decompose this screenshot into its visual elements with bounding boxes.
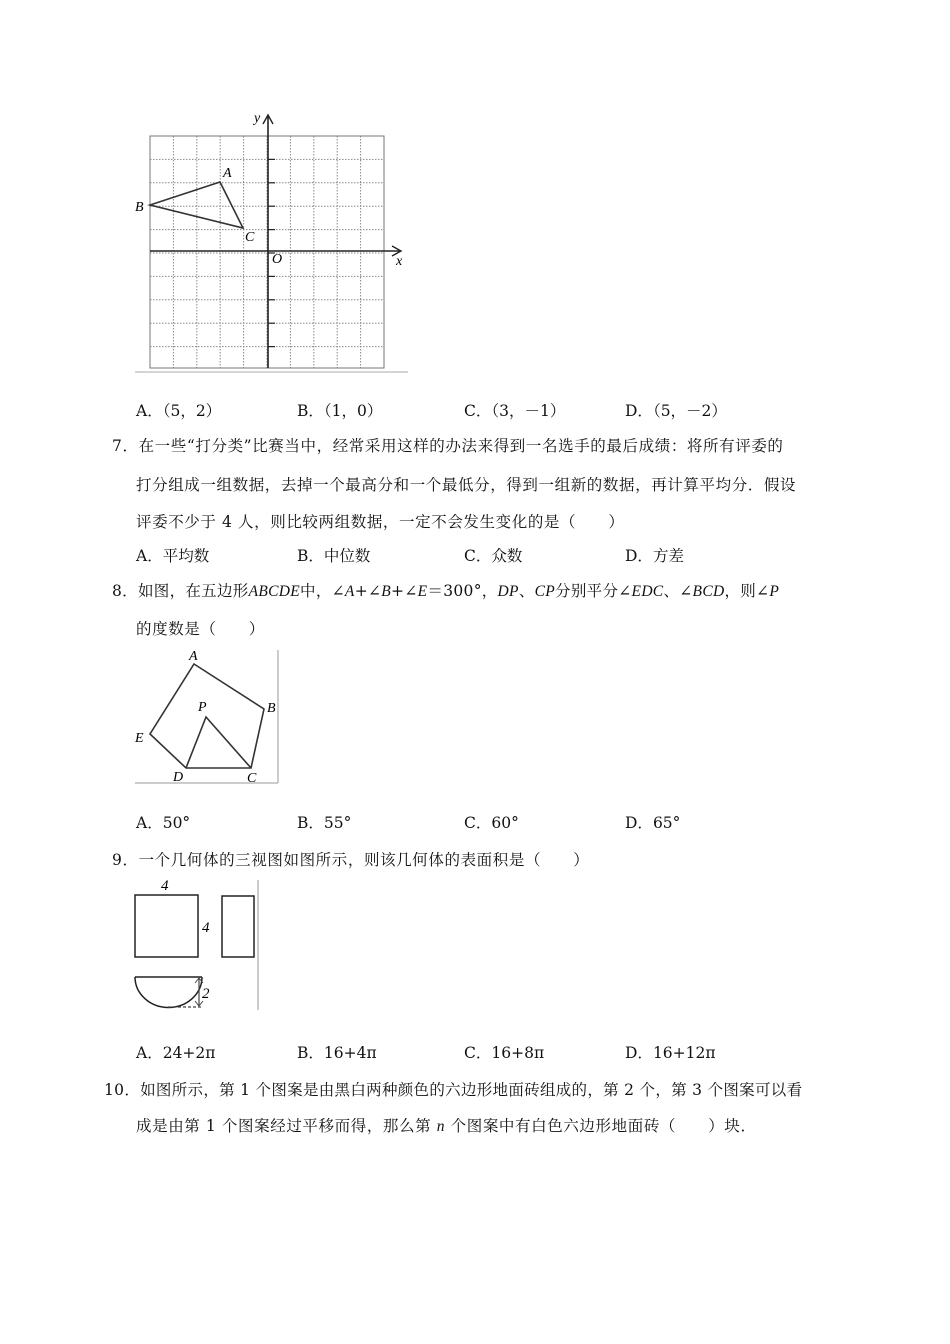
q7-option-b[interactable]: B．中位数 xyxy=(297,547,371,565)
q7-number: 7． xyxy=(112,437,139,455)
top-view xyxy=(135,977,202,1007)
x-axis-label: x xyxy=(396,254,403,269)
y-axis-label: y xyxy=(254,111,261,126)
svg-text:C: C xyxy=(247,771,257,786)
q6-option-d[interactable]: D．（5，－2） xyxy=(625,402,727,420)
q7-line-3: 评委不少于 4 人，则比较两组数据，一定不会发生变化的是（ ） xyxy=(136,513,625,531)
q8-option-b[interactable]: B．55° xyxy=(297,814,352,832)
svg-text:2: 2 xyxy=(202,986,210,1002)
svg-text:E: E xyxy=(135,731,144,746)
q7-option-d[interactable]: D．方差 xyxy=(625,547,684,565)
q7-line-2: 打分组成一组数据，去掉一个最高分和一个最低分，得到一组新的数据，再计算平均分．假设 xyxy=(136,476,797,494)
q6-option-b[interactable]: B．（1，0） xyxy=(297,402,383,420)
point-b-label: B xyxy=(135,200,144,215)
svg-text:D: D xyxy=(173,770,184,785)
svg-text:B: B xyxy=(267,701,276,716)
q9-option-c[interactable]: C．16+8π xyxy=(464,1044,545,1062)
q8-option-d[interactable]: D．65° xyxy=(625,814,681,832)
point-c-label: C xyxy=(245,230,255,245)
q6-option-a[interactable]: A．（5，2） xyxy=(136,402,222,420)
q10-line-1: 10．如图所示，第 1 个图案是由黑白两种颜色的六边形地面砖组成的，第 2 个，第 3 个图案可以看 xyxy=(104,1081,803,1099)
svg-text:4: 4 xyxy=(161,878,169,894)
q9-line-1: 9．一个几何体的三视图如图所示，则该几何体的表面积是（ ） xyxy=(112,851,590,869)
grid-lines xyxy=(150,136,384,368)
q9-option-d[interactable]: D．16+12π xyxy=(625,1044,716,1062)
q8-option-c[interactable]: C．60° xyxy=(464,814,519,832)
q9-option-a[interactable]: A．24+2π xyxy=(136,1044,216,1062)
q7-option-a[interactable]: A．平均数 xyxy=(136,547,210,565)
q9-option-b[interactable]: B．16+4π xyxy=(297,1044,377,1062)
q7-line-1: 7．在一些“打分类”比赛当中，经常采用这样的办法来得到一名选手的最后成绩：将所有评委的 xyxy=(112,437,784,455)
svg-text:A: A xyxy=(189,649,198,664)
origin-label: O xyxy=(272,252,283,267)
q10-line-2: 成是由第 1 个图案经过平移而得，那么第 n 个图案中有白色六边形地面砖（ ）块． xyxy=(136,1117,757,1135)
svg-text:4: 4 xyxy=(202,920,210,936)
q9-number: 9． xyxy=(112,851,139,869)
q8-line-2: 的度数是（ ） xyxy=(136,620,265,638)
pentagon-abcde xyxy=(150,664,264,768)
q6-option-c[interactable]: C．（3，－1） xyxy=(464,402,566,420)
point-a-label: A xyxy=(223,166,232,181)
side-view xyxy=(222,896,254,957)
q10-number: 10． xyxy=(104,1081,141,1099)
q8-line-1: 8．如图，在五边形ABCDE中，∠A+∠B+∠E＝300°，DP、CP分别平分∠EDC、∠BCD，则∠P xyxy=(112,582,780,600)
q9-three-view-figure xyxy=(125,870,275,1015)
svg-text:P: P xyxy=(198,700,207,715)
q8-pentagon-figure xyxy=(125,640,290,790)
q7-option-c[interactable]: C．众数 xyxy=(464,547,523,565)
q8-number: 8． xyxy=(112,582,138,600)
bisectors-dp-cp xyxy=(186,717,251,768)
q6-coordinate-figure xyxy=(130,105,420,380)
front-view xyxy=(135,895,198,957)
q8-option-a[interactable]: A．50° xyxy=(136,814,191,832)
